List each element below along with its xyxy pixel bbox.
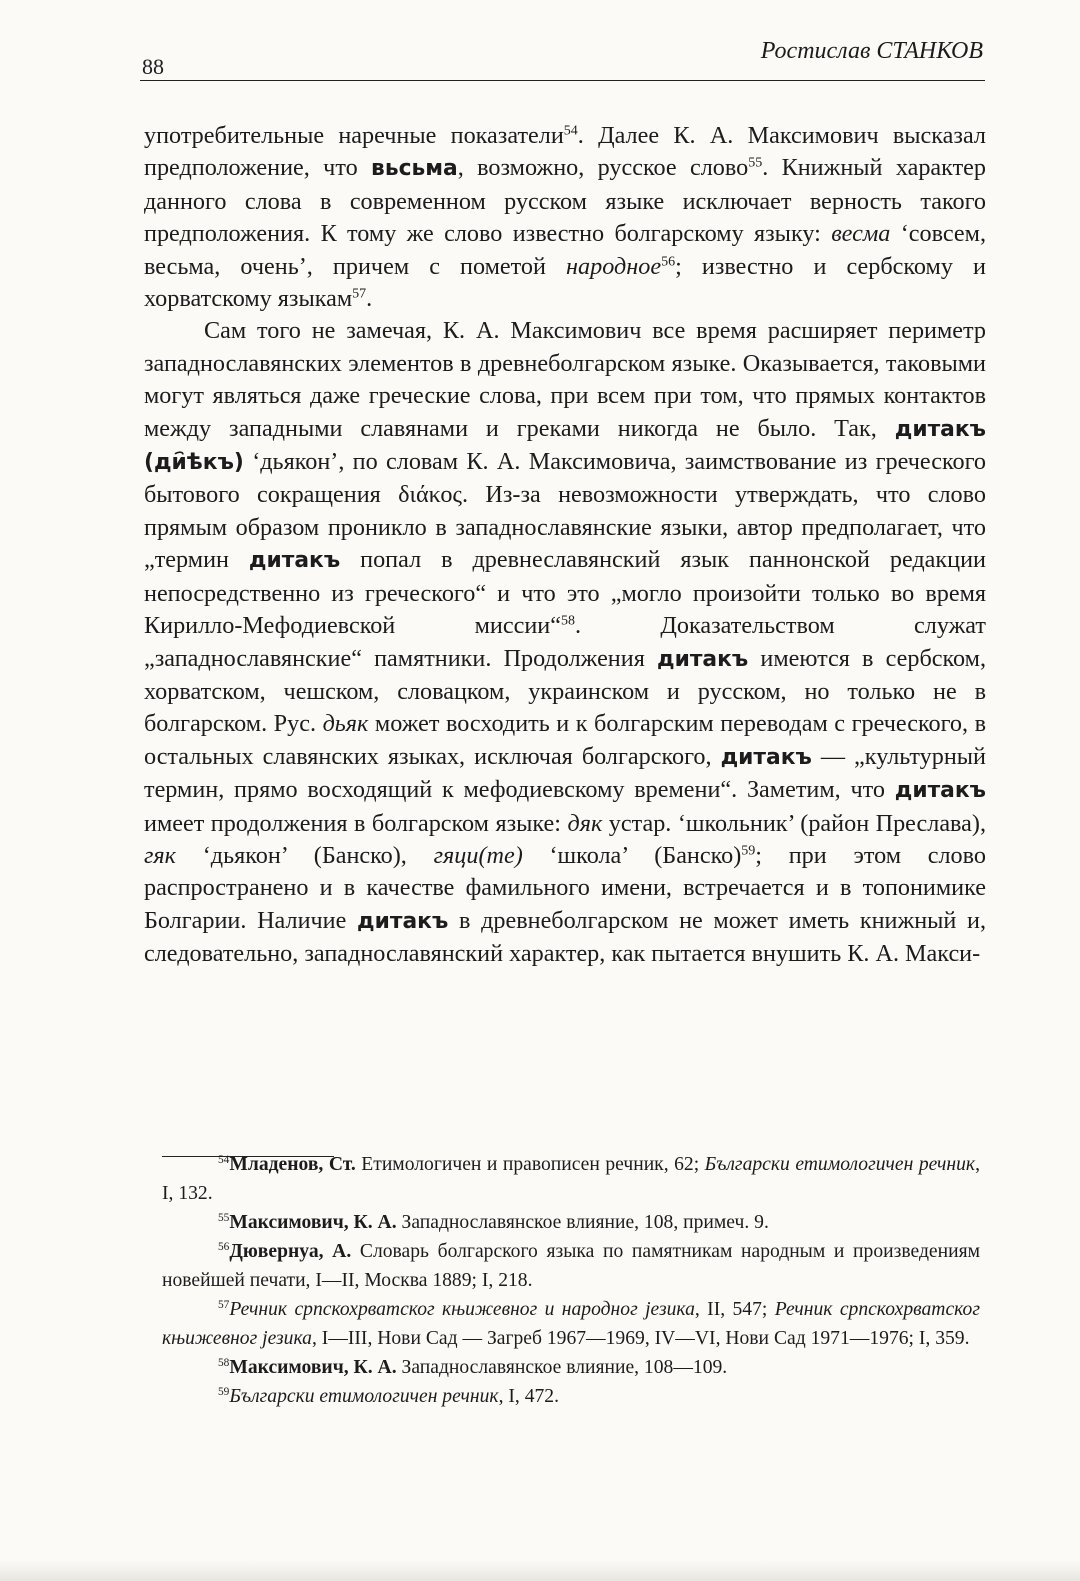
italic-word: народное bbox=[566, 252, 662, 280]
italic-word: весма bbox=[831, 220, 891, 248]
text-run: ; известно и сербскому и хорватскому языкам bbox=[144, 252, 986, 313]
footnote-author: Дювернуа, А. bbox=[229, 1241, 352, 1262]
footnote-ref: 58 bbox=[560, 612, 575, 629]
footnote-ref: 57 bbox=[352, 285, 367, 302]
old-slavonic-word: дитакъ bbox=[248, 548, 341, 574]
text-run: в древнеболгарском не может иметь книжный и, следовательно, западнославянский характер, как пытается внушить К. А. Макси- bbox=[144, 906, 987, 968]
italic-word: гяк bbox=[144, 841, 176, 869]
old-slavonic-word: дитакъ bbox=[357, 908, 449, 934]
footnote-title: Български етимологичен речник bbox=[229, 1386, 499, 1407]
footnote-number: 58 bbox=[218, 1357, 230, 1370]
scan-edge bbox=[0, 1560, 1080, 1581]
footnote-58 bbox=[162, 1353, 980, 1382]
text-run: имеются в сербском, хорватском, чешском, словацком, украинском и русском, но только не в болгарском. Рус. bbox=[144, 644, 987, 738]
footnote-text: , II, 547; bbox=[694, 1299, 775, 1320]
footnote-number: 57 bbox=[218, 1299, 230, 1312]
old-slavonic-word: дитакъ bbox=[720, 744, 812, 770]
text-run: имеет продолжения в болгарском языке: bbox=[144, 809, 568, 837]
footnote-text: , I, 132. bbox=[162, 1154, 980, 1204]
footnote-number: 59 bbox=[218, 1386, 230, 1399]
footnote-author: Младенов, Ст. bbox=[229, 1154, 356, 1175]
footnote-author: Максимович, К. А. bbox=[229, 1357, 397, 1378]
paragraph-2 bbox=[144, 315, 986, 970]
footnote-text: , I—III, Нови Сад — Загреб 1967—1969, IV—VI, Нови Сад 1971—1976; I, 359. bbox=[311, 1328, 970, 1349]
old-slavonic-word: дитакъ (ди҄ѣкъ) bbox=[144, 416, 986, 476]
footnote-author: Максимович, К. А. bbox=[229, 1212, 397, 1233]
footnote-ref: 54 bbox=[563, 122, 578, 139]
footnote-text: Западнославянское влияние, 108, примеч. 9. bbox=[396, 1212, 769, 1233]
footnote-title: Речник српскохрватског књижевног и народног језика bbox=[229, 1299, 695, 1320]
text-run: ‘школа’ (Банско) bbox=[522, 841, 742, 869]
old-slavonic-word: дитакъ bbox=[894, 778, 986, 804]
footnote-title: Български етимологичен речник bbox=[704, 1154, 976, 1175]
text-run: может восходить и к болгарским переводам с греческого, в остальных славянских языках, исключая болгарского, bbox=[144, 710, 986, 770]
footnote-56 bbox=[162, 1237, 980, 1295]
text-run: ; при этом слово распространено и в качестве фамильного имени, встречается и в топонимике Болгарии. Наличие bbox=[144, 841, 986, 934]
footnote-text: Словарь болгарского языка по памятникам народным и произведениям новейшей печати, I—II, Москва 1889; I, 218. bbox=[162, 1241, 980, 1291]
footnote-number: 55 bbox=[218, 1212, 230, 1225]
footnote-59 bbox=[162, 1382, 980, 1411]
footnotes bbox=[162, 1150, 980, 1411]
footnote-ref: 55 bbox=[748, 155, 763, 171]
footnote-ref: 56 bbox=[661, 253, 676, 270]
footnote-54 bbox=[162, 1150, 980, 1208]
text-run: ‘дьякон’ (Банско), bbox=[176, 841, 434, 869]
footnote-text: Етимологичен и правописен речник, 62; bbox=[355, 1154, 705, 1175]
text-run: — „культурный термин, прямо восходящий к мефодиевскому времени“. Заметим, что bbox=[144, 742, 986, 804]
text-run: Сам того не замечая, К. А. Максимович все время расширяет периметр западнославянских элементов в древнеболгарском языке. Оказывается, таковыми могут являться даже греческие слова, при всем при том, что прямых контактов между западными славянами и греками никогда не было. Так, bbox=[144, 317, 986, 442]
main-text bbox=[144, 120, 986, 971]
text-run: ‘совсем, весьма, очень’, причем с пометой bbox=[144, 220, 986, 280]
running-head: Ростислав СТАНКОВ bbox=[760, 38, 983, 64]
text-run: . Далее К. А. Максимович высказал предположение, что bbox=[144, 122, 986, 182]
text-run: устар. ‘школьник’ (район Преслава), bbox=[602, 809, 986, 837]
text-run: . Книжный характер данного слова в современном русском языке исключает верность такого предположения. К тому же слово известно болгарскому языку: bbox=[144, 154, 986, 248]
greek-word: διάκος bbox=[398, 481, 463, 509]
old-slavonic-word: дитакъ bbox=[656, 646, 749, 672]
text-run: ‘дьякон’, по словам К. А. Максимовича, заимствование из греческого бытового сокращения bbox=[144, 448, 986, 509]
italic-word: дьяк bbox=[322, 710, 369, 738]
text-run: попал в древнеславянский язык паннонской редакции непосредственно из греческого“ и что это „могло произойти только во время Кирилло-Мефодиевской миссии“ bbox=[144, 546, 986, 640]
italic-word: дяк bbox=[567, 809, 603, 837]
text-run: , возможно, русское слово bbox=[457, 154, 749, 182]
footnote-number: 56 bbox=[218, 1241, 230, 1254]
paragraph-1 bbox=[144, 120, 986, 315]
footnote-text: , I, 472. bbox=[498, 1386, 559, 1407]
page-number: 88 bbox=[142, 54, 164, 79]
text-run: . bbox=[366, 285, 373, 313]
page-header bbox=[140, 38, 985, 81]
italic-word: гяци(те) bbox=[433, 841, 523, 869]
text-run: . Из-за невозможности утверждать, что слово прямым образом проникло в западнославянские языки, автор предполагает, что „термин bbox=[144, 481, 987, 574]
footnote-57 bbox=[162, 1295, 980, 1353]
footnote-ref: 59 bbox=[741, 842, 756, 859]
old-slavonic-word: вьсьма bbox=[371, 156, 458, 182]
footnote-number: 54 bbox=[218, 1154, 230, 1167]
footnote-text: Западнославянское влияние, 108—109. bbox=[396, 1357, 728, 1378]
text-run: . Доказательством служат „западнославянские“ памятники. Продолжения bbox=[144, 612, 986, 672]
footnote-55 bbox=[162, 1208, 980, 1237]
text-run: употребительные наречные показатели bbox=[144, 122, 564, 149]
footnote-title: Речник српскохрватског књижевног језика bbox=[162, 1299, 980, 1349]
